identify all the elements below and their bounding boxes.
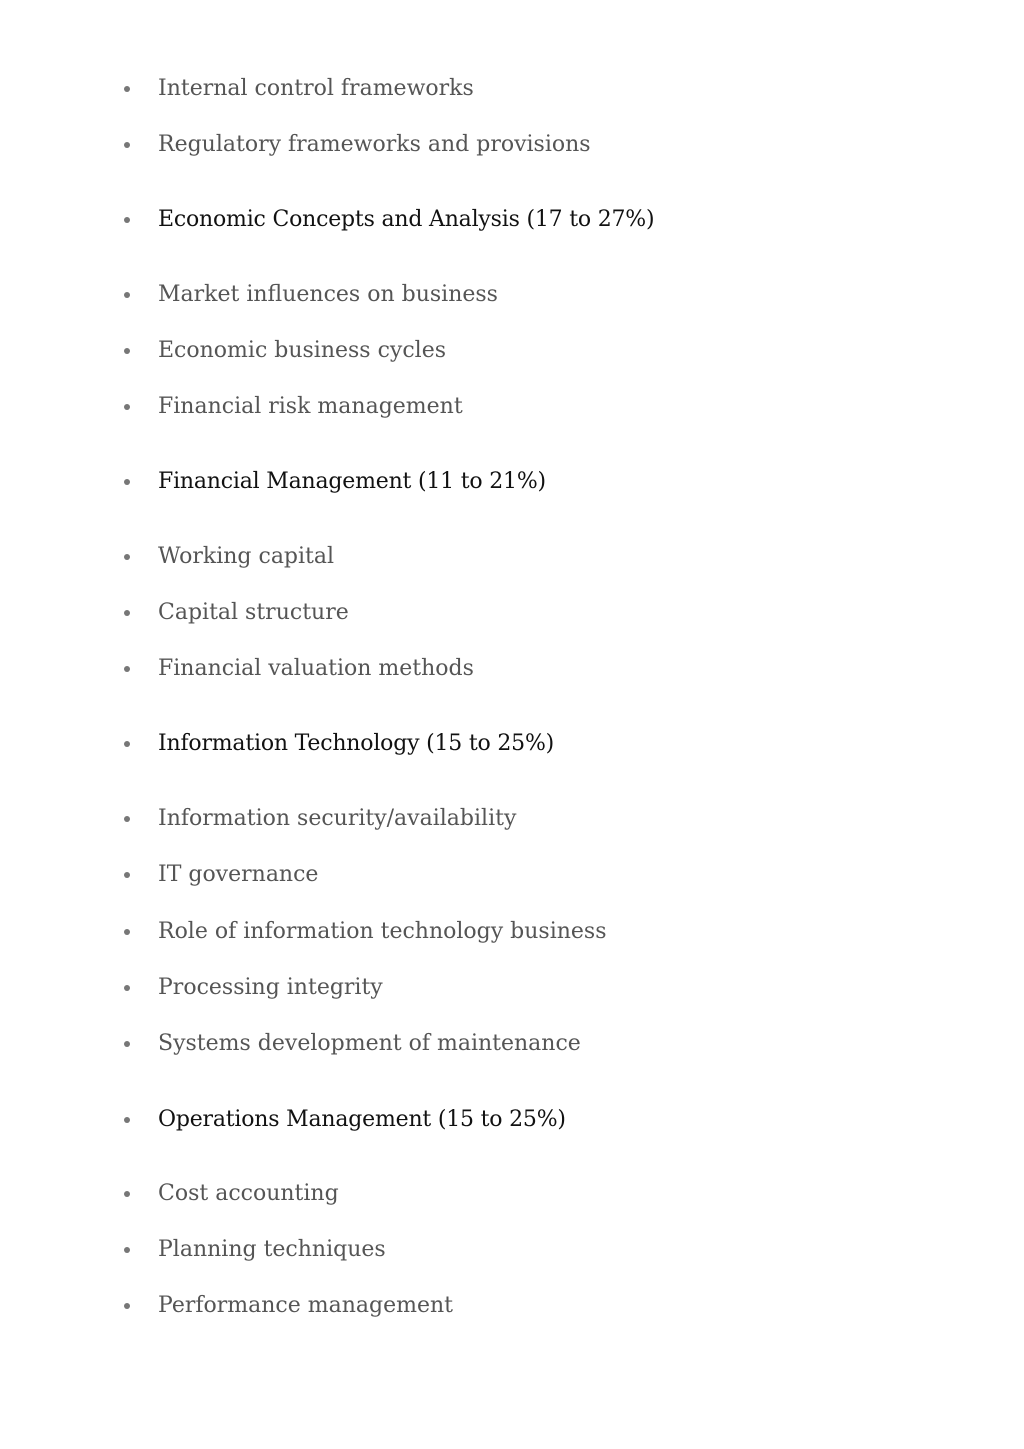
list-item-text: Information security/availability: [158, 806, 517, 831]
section-heading-item: [124, 1105, 566, 1135]
section-heading: Financial Management (11 to 21%): [158, 469, 546, 494]
bullet-icon: [124, 479, 130, 485]
section-heading: Information Technology (15 to 25%): [158, 731, 555, 756]
bullet-icon: [124, 142, 130, 148]
bullet-icon: [124, 1247, 130, 1253]
list-item-text: Regulatory frameworks and provisions: [158, 132, 591, 157]
section-heading-item: [124, 205, 654, 235]
bullet-icon: [124, 666, 130, 672]
bullet-icon: [124, 929, 130, 935]
list-item: [124, 1235, 386, 1265]
list-item-text: Planning techniques: [158, 1237, 386, 1262]
list-item: [124, 336, 446, 366]
list-item-text: Systems development of maintenance: [158, 1031, 581, 1056]
list-item: [124, 130, 591, 160]
list-item: [124, 860, 318, 890]
bullet-icon: [124, 217, 130, 223]
list-item-text: Market influences on business: [158, 282, 498, 307]
list-item: [124, 542, 334, 572]
list-item-text: Financial valuation methods: [158, 656, 474, 681]
bullet-icon: [124, 1041, 130, 1047]
list-item-text: Working capital: [158, 544, 335, 569]
list-item-text: Internal control frameworks: [158, 76, 474, 101]
list-item: [124, 1291, 453, 1321]
bullet-icon: [124, 816, 130, 822]
section-heading-item: [124, 467, 546, 497]
list-item: [124, 1179, 339, 1209]
bullet-icon: [124, 86, 130, 92]
bullet-icon: [124, 741, 130, 747]
bullet-icon: [124, 348, 130, 354]
section-heading: Economic Concepts and Analysis (17 to 27%): [158, 207, 655, 232]
bullet-icon: [124, 985, 130, 991]
list-item: [124, 654, 474, 684]
section-heading-item: [124, 729, 554, 759]
list-item-text: IT governance: [158, 862, 319, 887]
list-item-text: Performance management: [158, 1293, 453, 1318]
bullet-icon: [124, 554, 130, 560]
list-item: [124, 1029, 581, 1059]
list-item: [124, 917, 607, 947]
bullet-icon: [124, 404, 130, 410]
list-item: [124, 74, 474, 104]
list-item: [124, 280, 498, 310]
bullet-icon: [124, 1303, 130, 1309]
list-item-text: Processing integrity: [158, 975, 383, 1000]
section-heading: Operations Management (15 to 25%): [158, 1107, 566, 1132]
bullet-icon: [124, 610, 130, 616]
bullet-icon: [124, 1191, 130, 1197]
list-item: [124, 973, 383, 1003]
bullet-icon: [124, 872, 130, 878]
list-item: [124, 598, 349, 628]
list-item: [124, 392, 463, 422]
list-item-text: Financial risk management: [158, 394, 463, 419]
list-item-text: Cost accounting: [158, 1181, 339, 1206]
bullet-icon: [124, 1117, 130, 1123]
list-item: [124, 804, 516, 834]
list-item-text: Economic business cycles: [158, 338, 447, 363]
list-item-text: Capital structure: [158, 600, 349, 625]
list-item-text: Role of information technology business: [158, 919, 607, 944]
bullet-icon: [124, 292, 130, 298]
